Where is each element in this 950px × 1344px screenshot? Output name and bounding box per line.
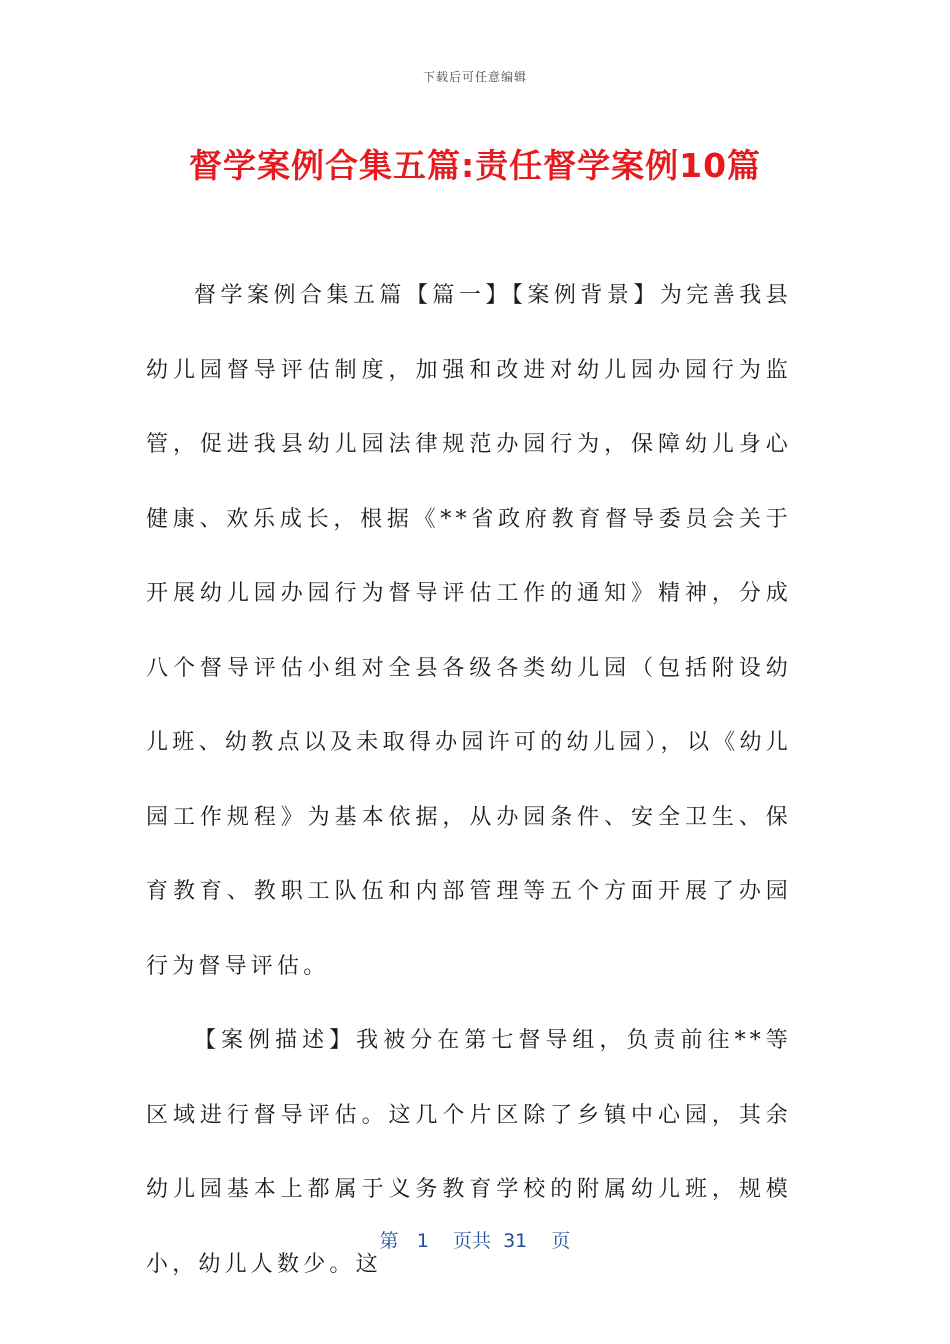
footer-page-suffix: 页 bbox=[551, 1230, 571, 1252]
footer-total-pages: 31 bbox=[503, 1230, 528, 1252]
paragraph-background: 督学案例合集五篇【篇一】【案例背景】为完善我县幼儿园督导评估制度，加强和改进对幼儿园办园行为监管，促进我县幼儿园法律规范办园行为，保障幼儿身心健康、欢乐成长，根据《**省政府教育督导委员会关于开展幼儿园办园行为督导评估工作的通知》精神，分成八个督导评估小组对全县各级各类幼儿园（包括附设幼儿班、幼教点以及未取得办园许可的幼儿园），以《幼儿园工作规程》为基本依据，从办园条件、安全卫生、保育教育、教职工队伍和内部管理等五个方面开展了办园行为督导评估。 bbox=[146, 283, 792, 979]
document-title: 督学案例合集五篇:责任督学案例10篇 bbox=[188, 146, 762, 185]
footer-page-label: 第 bbox=[379, 1230, 399, 1252]
footer-page-number: 1 bbox=[416, 1230, 429, 1252]
paragraph-description: 【案例描述】我被分在第七督导组，负责前往**等区域进行督导评估。这几个片区除了乡镇中心园，其余幼儿园基本上都属于义务教育学校的附属幼儿班，规模小，幼儿人数少。这 bbox=[146, 1028, 792, 1277]
header-note: 下载后可任意编辑 bbox=[422, 70, 527, 84]
document-body bbox=[146, 259, 792, 1302]
footer-total-label: 页共 bbox=[452, 1230, 491, 1252]
page-footer bbox=[0, 1226, 950, 1253]
